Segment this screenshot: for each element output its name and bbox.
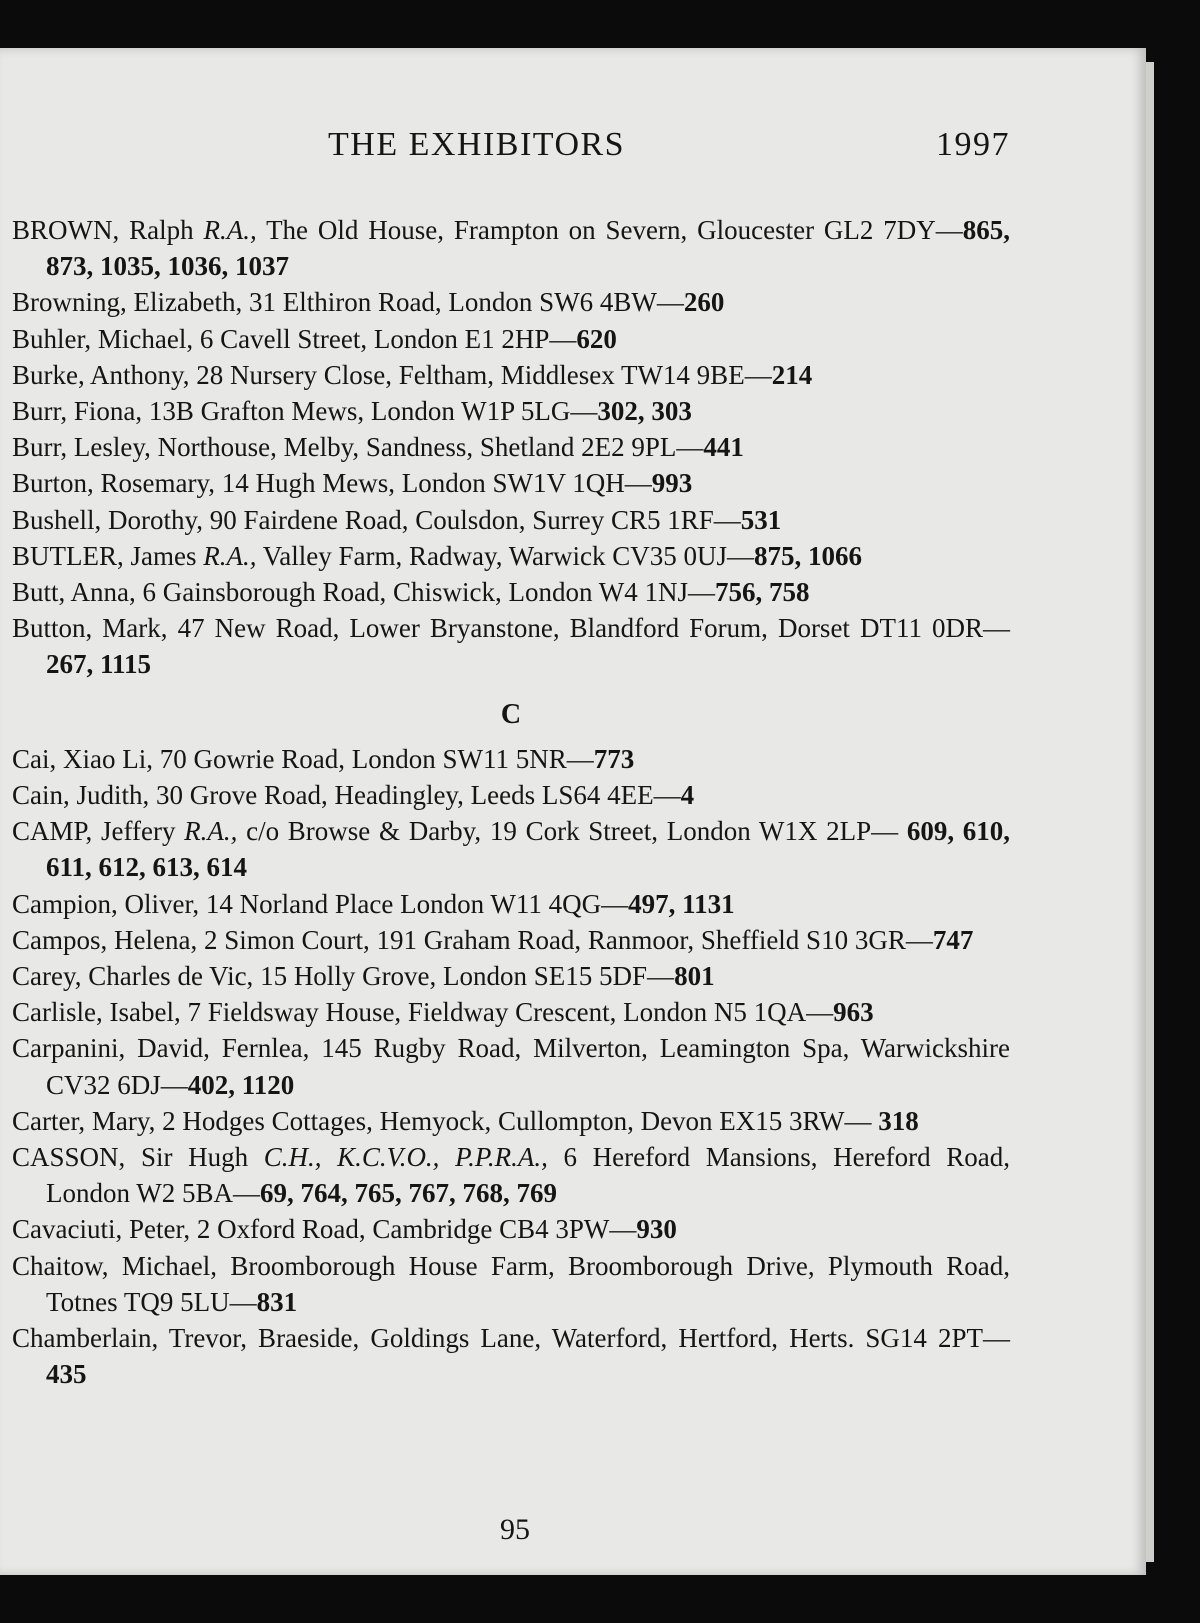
exhibitor-entry [12,357,1010,393]
exhibitor-address: 7 Fieldsway House, Fieldway Crescent, London N5 1QA— [180,997,834,1028]
exhibitor-address: 6 Hereford Mansions, Hereford Road, London W2 5BA— [46,1142,1010,1209]
exhibit-numbers: 773 [593,743,635,774]
exhibitor-honours: R.A., [203,540,257,571]
exhibit-numbers: 214 [771,359,813,390]
exhibitor-name: Burr, Lesley, [12,432,151,463]
exhibitor-entry [12,212,1010,284]
exhibitor-entry [12,1248,1010,1320]
exhibitor-honours: R.A., [203,215,257,245]
exhibit-numbers: 865, 873, 1035, 1036, 1037 [46,215,1010,282]
exhibit-numbers: 441 [703,432,744,463]
exhibitor-entry [12,1103,1010,1139]
exhibitor-name: Browning, Elizabeth, [12,287,243,318]
exhibit-numbers: 831 [256,1286,298,1317]
exhibitor-address: 2 Simon Court, 191 Graham Road, Ranmoor, Sheffield S10 3GR— [197,924,933,955]
exhibitor-address: 2 Oxford Road, Cambridge CB4 3PW— [190,1214,637,1245]
exhibitor-entry [12,886,1010,922]
page-number: 95 [500,1513,530,1546]
exhibitor-honours: R.A., [184,816,238,847]
exhibitor-name: BROWN, Ralph [12,215,204,245]
exhibitor-entry [12,777,1010,813]
exhibitor-address: Northouse, Melby, Sandness, Shetland 2E2 9PL— [150,432,704,463]
exhibitor-name: Butt, Anna, [12,577,136,608]
exhibitor-address: 6 Cavell Street, London E1 2HP— [193,323,577,354]
exhibitor-entry [12,1211,1010,1247]
exhibitor-address: The Old House, Frampton on Severn, Gloucester GL2 7DY— [256,215,963,245]
exhibitor-entry [12,922,1010,958]
exhibitor-name: CASSON, Sir Hugh [12,1142,264,1173]
exhibitor-address: 30 Grove Road, Headingley, Leeds LS64 4EE— [149,780,681,811]
exhibitor-name: Buhler, Michael, [12,323,194,354]
exhibitor-entry [12,610,1010,682]
section-letter: C [500,698,522,730]
exhibitor-entry [12,429,1010,465]
exhibitor-group-c [12,741,1010,1393]
exhibitor-name: Carter, Mary, [12,1105,156,1136]
exhibitor-entry [12,574,1010,610]
exhibitor-address: 31 Elthiron Road, London SW6 4BW— [242,287,684,318]
exhibitor-name: Chamberlain, Trevor, [12,1323,247,1354]
exhibit-numbers: 875, 1066 [754,540,862,571]
exhibitor-name: Cain, Judith, [12,780,150,811]
exhibit-numbers: 318 [878,1105,919,1136]
exhibitor-entry [12,465,1010,501]
exhibitor-address: 14 Norland Place London W11 4QG— [199,888,629,919]
exhibitor-entry [12,393,1010,429]
exhibitor-list [12,212,1010,1393]
exhibitor-honours: C.H., K.C.V.O., P.P.R.A., [263,1142,548,1173]
exhibitor-address: 28 Nursery Close, Feltham, Middlesex TW14 9BE— [189,359,772,390]
exhibit-numbers: 267, 1115 [46,649,152,680]
exhibit-numbers: 531 [740,504,782,535]
exhibitor-address: Braeside, Goldings Lane, Waterford, Hertford, Herts. SG14 2PT— [246,1323,1011,1354]
exhibitor-address: 6 Gainsborough Road, Chiswick, London W4 1NJ— [135,577,715,608]
exhibitor-entry [12,321,1010,357]
running-year: 1997 [936,126,1010,163]
exhibitor-entry [12,813,1010,885]
exhibitor-entry [12,502,1010,538]
exhibitor-entry [12,1139,1010,1211]
exhibitor-name: Burton, Rosemary, [12,468,215,499]
exhibit-numbers: 756, 758 [715,577,810,608]
exhibitor-name: Carey, Charles de Vic, [12,961,254,992]
exhibitor-name: Burr, Fiona, [12,396,143,427]
exhibitor-address: 14 Hugh Mews, London SW1V 1QH— [214,468,652,499]
exhibitor-entry [12,538,1010,574]
exhibitor-name: Campos, Helena, [12,924,198,955]
exhibitor-name: Burke, Anthony, [12,359,190,390]
exhibit-numbers: 620 [576,323,617,354]
exhibitor-address: 2 Hodges Cottages, Hemyock, Cullompton, Devon EX15 3RW— [155,1105,879,1136]
exhibitor-name: Chaitow, Michael, [12,1250,218,1281]
exhibitor-entry [12,284,1010,320]
exhibit-numbers: 963 [833,997,874,1028]
exhibitor-name: Campion, Oliver, [12,888,200,919]
exhibit-numbers: 69, 764, 765, 767, 768, 769 [260,1178,557,1209]
exhibitor-name: Cai, Xiao Li, [12,743,153,774]
exhibit-numbers: 930 [636,1214,677,1245]
exhibitor-name: Carlisle, Isabel, [12,997,181,1028]
exhibit-numbers: 993 [651,468,693,499]
exhibitor-address: c/o Browse & Darby, 19 Cork Street, London W1X 2LP— [237,816,907,847]
running-title: THE EXHIBITORS [328,126,626,163]
exhibitor-name: CAMP, Jeffery [12,816,185,847]
exhibitor-entry [12,994,1010,1030]
exhibit-numbers: 609, 610, 611, 612, 613, 614 [46,816,1011,883]
exhibit-numbers: 435 [46,1359,87,1390]
exhibitor-entry [12,958,1010,994]
exhibitor-entry [12,1030,1010,1102]
exhibitor-name: Button, Mark, [12,613,168,644]
exhibitor-name: Cavaciuti, Peter, [12,1214,191,1245]
running-header [0,126,1146,166]
exhibit-numbers: 402, 1120 [187,1069,295,1100]
exhibitor-name: Carpanini, David, [12,1033,210,1064]
page-edge [1146,62,1154,1562]
exhibitor-address: Broomborough House Farm, Broomborough Drive, Plymouth Road, Totnes TQ9 5LU— [46,1250,1010,1317]
exhibit-numbers: 801 [674,961,715,992]
exhibitor-entry [12,741,1010,777]
exhibitor-address: 15 Holly Grove, London SE15 5DF— [253,961,675,992]
exhibitor-address: Valley Farm, Radway, Warwick CV35 0UJ— [256,540,754,571]
exhibitor-address: 70 Gowrie Road, London SW11 5NR— [152,743,594,774]
exhibitor-group-b [12,212,1010,683]
exhibitor-address: Fernlea, 145 Rugby Road, Milverton, Leamington Spa, Warwickshire CV32 6DJ— [46,1033,1010,1100]
exhibitor-address: 47 New Road, Lower Bryanstone, Blandford Forum, Dorset DT11 0DR— [167,613,1010,644]
exhibit-numbers: 302, 303 [597,396,692,427]
exhibitor-entry [12,1320,1010,1392]
exhibitor-address: 90 Fairdene Road, Coulsdon, Surrey CR5 1RF— [203,504,741,535]
exhibitor-address: 13B Grafton Mews, London W1P 5LG— [142,396,598,427]
exhibit-numbers: 260 [683,287,725,318]
book-page [0,48,1146,1575]
exhibit-numbers: 4 [680,780,695,811]
exhibitor-name: BUTLER, James [12,540,204,571]
exhibitor-name: Bushell, Dorothy, [12,504,203,535]
exhibit-numbers: 747 [932,924,974,955]
exhibit-numbers: 497, 1131 [628,888,735,919]
